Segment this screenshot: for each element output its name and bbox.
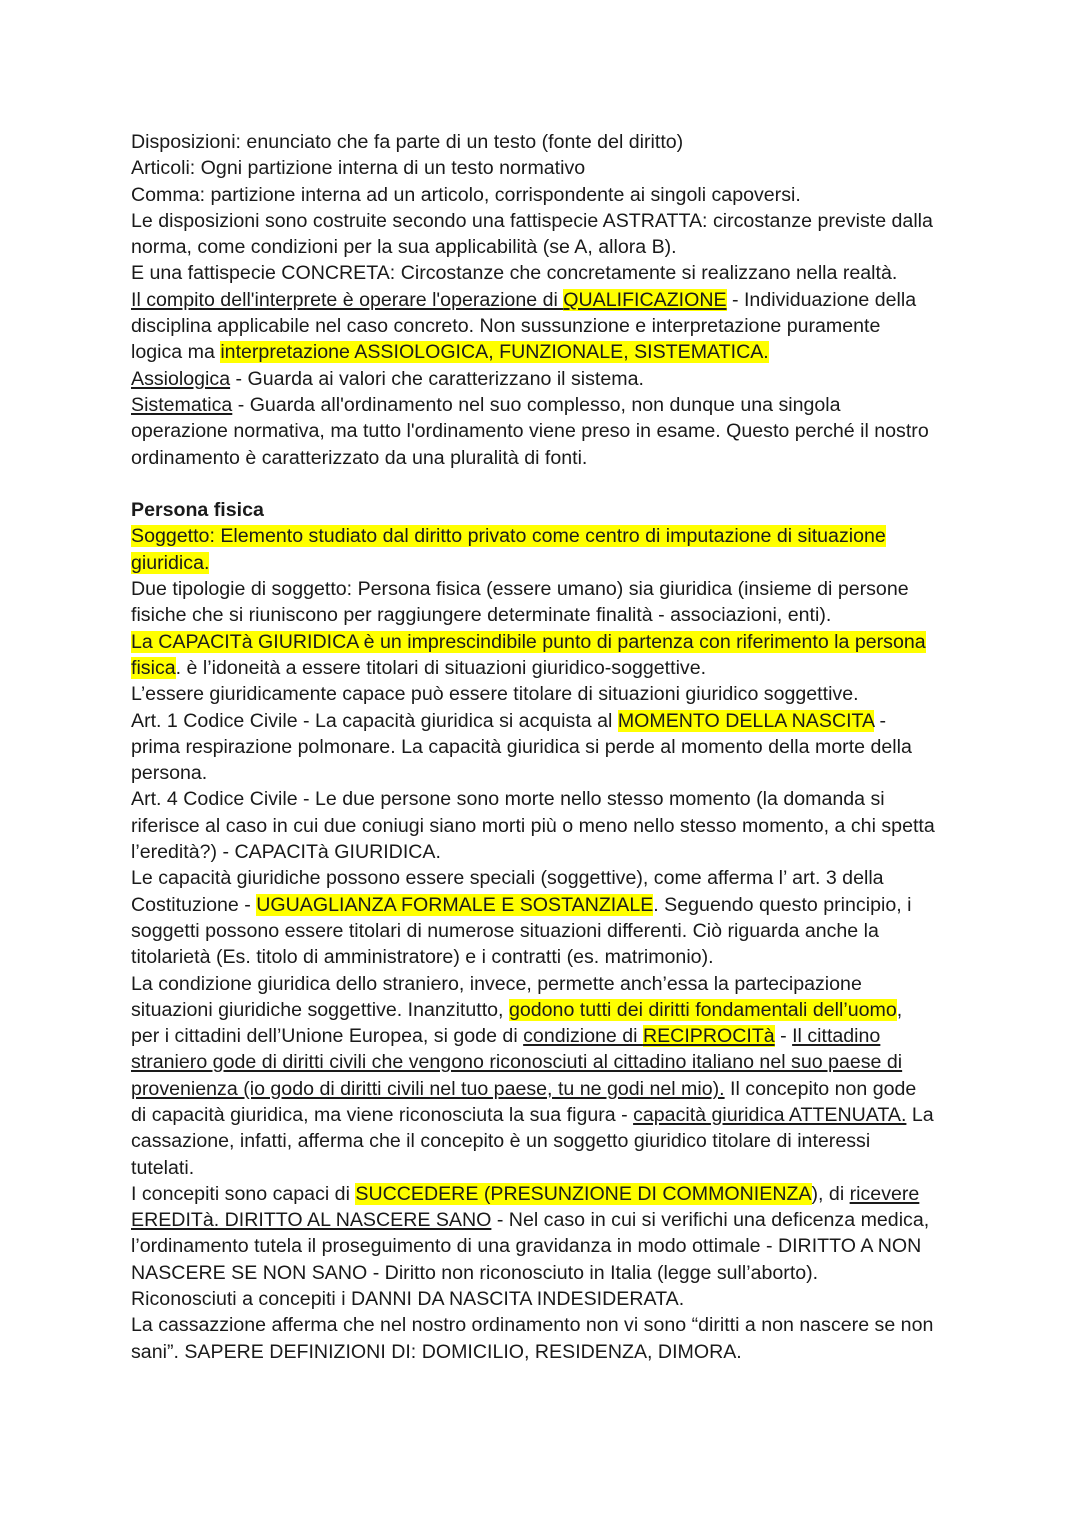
text-line: [131, 523, 961, 549]
text-line: Riconosciuti a concepiti i DANNI DA NASCITA INDESIDERATA.: [131, 1288, 685, 1311]
text-line: operazione normativa, ma tutto l'ordinamento viene preso in esame. Questo perché il nostro: [131, 420, 929, 443]
text-line: Assiologica - Guarda ai valori che caratterizzano il sistema.: [131, 367, 644, 390]
highlighted-text: godono tutti dei diritti fondamentali dell’uomo: [508, 998, 897, 1021]
highlighted-text: fisica: [131, 656, 176, 679]
underlined-text: Il compito dell'interprete è operare l'operazione di: [131, 288, 564, 311]
text-line: persona.: [131, 762, 208, 785]
text-line: fisiche che si riuniscono per raggiungere determinate finalità - associazioni, enti).: [131, 604, 832, 627]
text-line: Disposizioni: enunciato che fa parte di un testo (fonte del diritto): [131, 131, 684, 153]
text-line: Costituzione - UGUAGLIANZA FORMALE E SOSTANZIALE. Seguendo questo principio, i: [131, 893, 912, 916]
text-line: Due tipologie di soggetto: Persona fisica (essere umano) sia giuridica (insieme di persone: [131, 578, 909, 601]
text-line: disciplina applicabile nel caso concreto. Non sussunzione e interpretazione puramente: [131, 315, 881, 338]
text-line: E una fattispecie CONCRETA: Circostanze che concretamente si realizzano nella realtà.: [131, 262, 898, 285]
text-line: Comma: partizione interna ad un articolo, corrispondente ai singoli capoversi.: [131, 183, 801, 206]
highlighted-text: QUALIFICAZIONE: [563, 288, 727, 311]
underlined-text: Il cittadino: [792, 1025, 881, 1048]
underlined-text: provenienza (io godo di diritti civili nel tuo paese, tu ne godi nel mio).: [131, 1077, 725, 1100]
text-line: di capacità giuridica, ma viene riconosciuta la sua figura - capacità giuridica ATTENUATA. La: [131, 1103, 934, 1126]
text-line: prima respirazione polmonare. La capacità giuridica si perde al momento della morte della: [131, 735, 912, 758]
underlined-text: straniero gode di diritti civili che vengono riconosciuti al cittadino italiano nel suo paese di: [131, 1051, 903, 1074]
text-line: [131, 629, 961, 655]
text-line: soggetti possono essere titolari di numerose situazioni differenti. Ciò riguarda anche la: [131, 919, 879, 942]
underlined-text: ricevere: [849, 1182, 920, 1205]
text-line: titolarietà (Es. titolo di amministratore) e i contratti (es. matrimonio).: [131, 946, 714, 969]
highlighted-text: giuridica.: [131, 551, 210, 574]
text-line: I concepiti sono capaci di SUCCEDERE (PRESUNZIONE DI COMMONIENZA), di ricevere: [131, 1182, 920, 1205]
highlighted-text: UGUAGLIANZA FORMALE E SOSTANZIALE: [256, 893, 654, 916]
highlighted-text: MOMENTO DELLA NASCITA: [617, 709, 875, 732]
highlighted-text: RECIPROCITà: [642, 1025, 775, 1048]
text-line: Articoli: Ogni partizione interna di un testo normativo: [131, 157, 586, 180]
text-line: per i cittadini dell’Unione Europea, si gode di condizione di RECIPROCITà - Il cittadino: [131, 1025, 881, 1048]
document-page: [131, 129, 961, 1365]
highlighted-text: SUCCEDERE (PRESUNZIONE DI COMMONIENZA: [355, 1182, 812, 1205]
section-heading: Persona fisica: [131, 499, 264, 522]
text-line: logica ma interpretazione ASSIOLOGICA, FUNZIONALE, SISTEMATICA.: [131, 341, 769, 364]
text-line: Art. 1 Codice Civile - La capacità giuridica si acquista al MOMENTO DELLA NASCITA -: [131, 709, 887, 732]
text-line: norma, come condizioni per la sua applicabilità (se A, allora B).: [131, 236, 677, 259]
underlined-text: EREDITà. DIRITTO AL NASCERE SANO: [131, 1209, 492, 1232]
underlined-text: capacità giuridica ATTENUATA.: [633, 1103, 907, 1126]
text-line: fisica. è l’idoneità a essere titolari di situazioni giuridico-soggettive.: [131, 656, 707, 679]
text-line: riferisce al caso in cui due coniugi siano morti più o meno nello stesso momento, a chi spetta: [131, 814, 935, 837]
text-line: Il compito dell'interprete è operare l'operazione di QUALIFICAZIONE - Individuazione della: [131, 288, 917, 311]
text-line: l’eredità?) - CAPACITà GIURIDICA.: [131, 841, 441, 864]
text-line: NASCERE SE NON SANO - Diritto non riconosciuto in Italia (legge sull’aborto).: [131, 1261, 819, 1284]
text-line: Le disposizioni sono costruite secondo una fattispecie ASTRATTA: circostanze previste dalla: [131, 209, 933, 232]
text-line: Art. 4 Codice Civile - Le due persone sono morte nello stesso momento (la domanda si: [131, 788, 885, 811]
text-line: La condizione giuridica dello straniero, invece, permette anch’essa la partecipazione: [131, 972, 862, 995]
text-line: l’ordinamento tutela il proseguimento di una gravidanza in modo ottimale - DIRITTO A NON: [131, 1235, 922, 1258]
highlighted-text: Soggetto: Elemento studiato dal diritto privato come centro di imputazione di situazione: [131, 525, 886, 548]
text-line: L’essere giuridicamente capace può essere titolare di situazioni giuridico soggettive.: [131, 683, 859, 706]
text-line: [131, 1049, 961, 1075]
underlined-text: condizione di: [523, 1025, 643, 1048]
text-line: sani”. SAPERE DEFINIZIONI DI: DOMICILIO, RESIDENZA, DIMORA.: [131, 1340, 742, 1363]
text-line: situazioni giuridiche soggettive. Inanzitutto, godono tutti dei diritti fondamentali dell’uomo,: [131, 998, 903, 1021]
text-line: Sistematica - Guarda all'ordinamento nel suo complesso, non dunque una singola: [131, 393, 841, 416]
text-line: cassazione, infatti, afferma che il concepito è un soggetto giuridico titolare di interessi: [131, 1130, 871, 1153]
text-line: Le capacità giuridiche possono essere speciali (soggettive), come afferma l’ art. 3 della: [131, 867, 884, 890]
underlined-text: Assiologica: [131, 367, 231, 390]
text-line: EREDITà. DIRITTO AL NASCERE SANO - Nel caso in cui si verifichi una deficenza medica,: [131, 1209, 930, 1232]
text-line: provenienza (io godo di diritti civili nel tuo paese, tu ne godi nel mio). Il concepito non gode: [131, 1077, 917, 1100]
highlighted-text: La CAPACITà GIURIDICA è un imprescindibile punto di partenza con riferimento la persona: [131, 630, 926, 653]
text-line: tutelati.: [131, 1156, 195, 1179]
highlighted-text: interpretazione ASSIOLOGICA, FUNZIONALE, SISTEMATICA.: [220, 341, 769, 364]
text-line: La cassazzione afferma che nel nostro ordinamento non vi sono “diritti a non nascere se non: [131, 1314, 934, 1337]
text-line: [131, 550, 961, 576]
text-line: ordinamento è caratterizzato da una pluralità di fonti.: [131, 446, 588, 469]
blank-line: [131, 471, 961, 497]
underlined-text: Sistematica: [131, 393, 233, 416]
